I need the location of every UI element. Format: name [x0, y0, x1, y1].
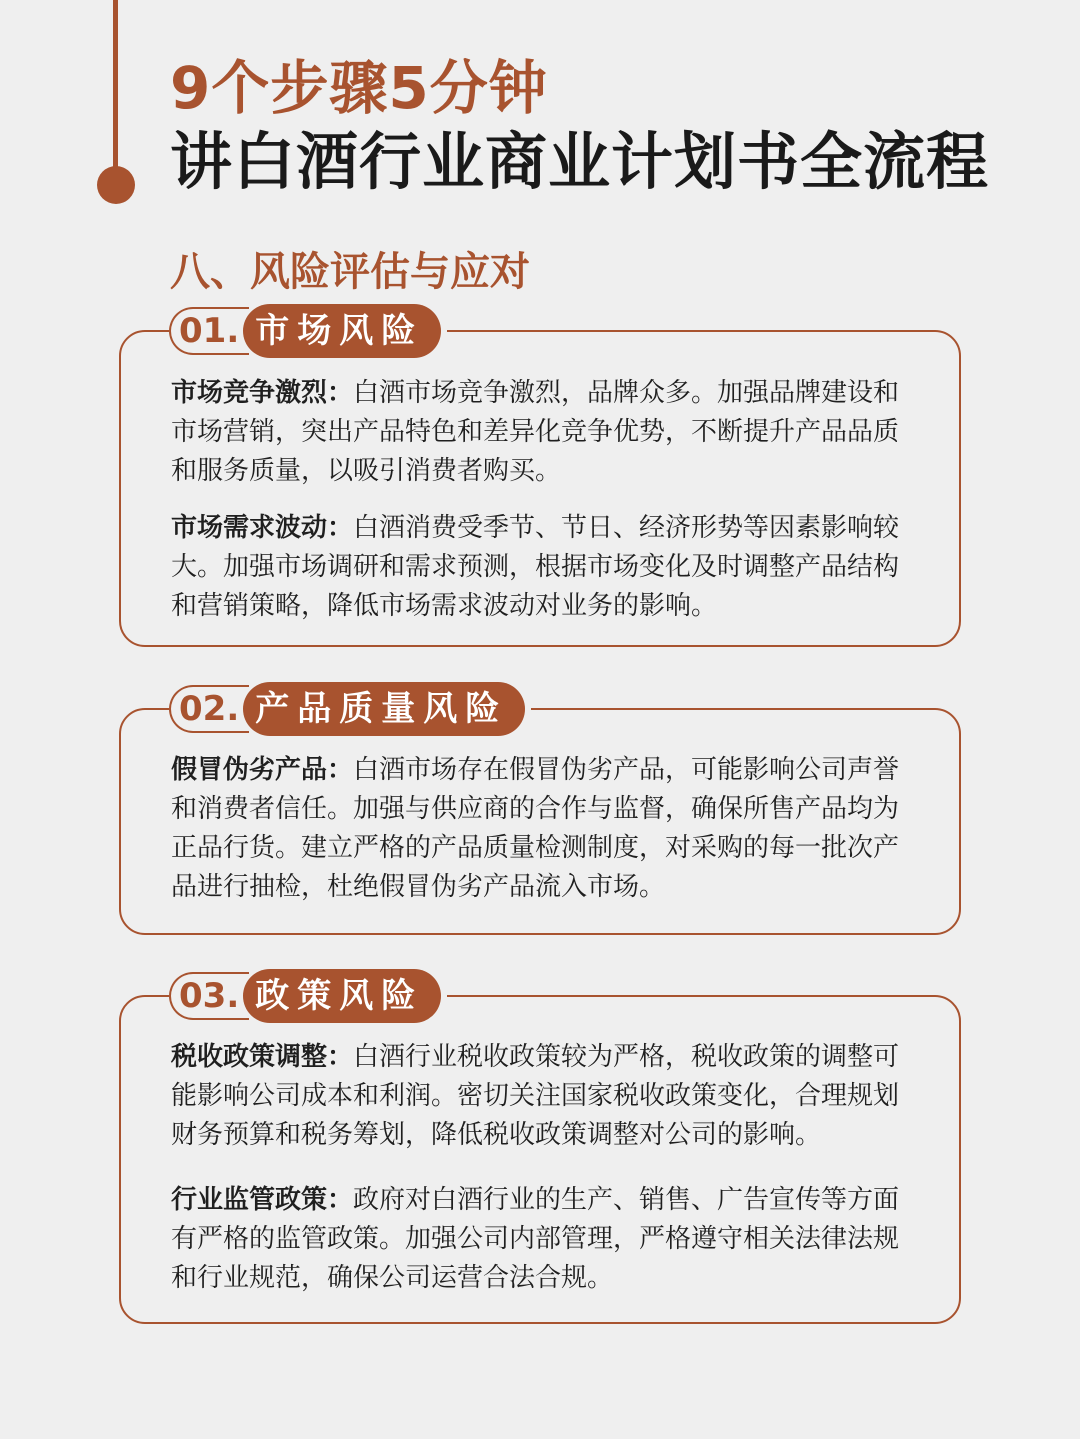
risk-item-heading: 税收政策调整：	[171, 1042, 354, 1072]
risk-item	[171, 1038, 913, 1155]
risk-item-text: 白酒消费受季节、节日、经济形势等因素影响较大。加强市场调研和需求预测，根据市场变化及时调整产品结构和营销策略，降低市场需求波动对业务的影响。	[171, 513, 900, 621]
card-title: 产品质量风险	[243, 682, 525, 736]
risk-item	[171, 751, 913, 907]
card-tag	[169, 682, 531, 736]
decorative-vertical-line	[113, 0, 118, 178]
decorative-dot	[97, 166, 135, 204]
section-heading: 八、风险评估与应对	[170, 249, 530, 295]
card-tag	[169, 969, 447, 1023]
risk-item	[171, 1181, 913, 1298]
card-number: 02.	[169, 685, 249, 733]
risk-item-text: 白酒市场存在假冒伪劣产品，可能影响公司声誉和消费者信任。加强与供应商的合作与监督，确保所售产品均为正品行货。建立严格的产品质量检测制度，对采购的每一批次产品进行抽检，杜绝假冒伪劣产品流入市场。	[171, 755, 900, 902]
card-tag	[169, 304, 447, 358]
card-number: 01.	[169, 307, 249, 355]
risk-item-heading: 假冒伪劣产品：	[171, 755, 354, 785]
risk-card-policy	[119, 976, 961, 1324]
risk-item-text: 白酒市场竞争激烈，品牌众多。加强品牌建设和市场营销，突出产品特色和差异化竞争优势，不断提升产品品质和服务质量，以吸引消费者购买。	[171, 378, 900, 486]
risk-item-heading: 市场竞争激烈：	[171, 378, 354, 408]
risk-item-text: 政府对白酒行业的生产、销售、广告宣传等方面有严格的监管政策。加强公司内部管理，严格遵守相关法律法规和行业规范，确保公司运营合法合规。	[171, 1185, 900, 1293]
risk-item	[171, 509, 913, 626]
risk-item-heading: 行业监管政策：	[171, 1185, 354, 1215]
card-title: 市场风险	[243, 304, 441, 358]
risk-card-market	[119, 311, 961, 647]
risk-item-heading: 市场需求波动：	[171, 513, 354, 543]
card-number: 03.	[169, 972, 249, 1020]
title-line-2: 讲白酒行业商业计划书全流程	[170, 125, 990, 198]
risk-card-product-quality	[119, 689, 961, 935]
card-title: 政策风险	[243, 969, 441, 1023]
risk-item-text: 白酒行业税收政策较为严格，税收政策的调整可能影响公司成本和利润。密切关注国家税收政策变化，合理规划财务预算和税务筹划，降低税收政策调整对公司的影响。	[171, 1042, 900, 1150]
title-line-1: 9个步骤5分钟	[170, 54, 548, 122]
risk-item	[171, 374, 913, 491]
